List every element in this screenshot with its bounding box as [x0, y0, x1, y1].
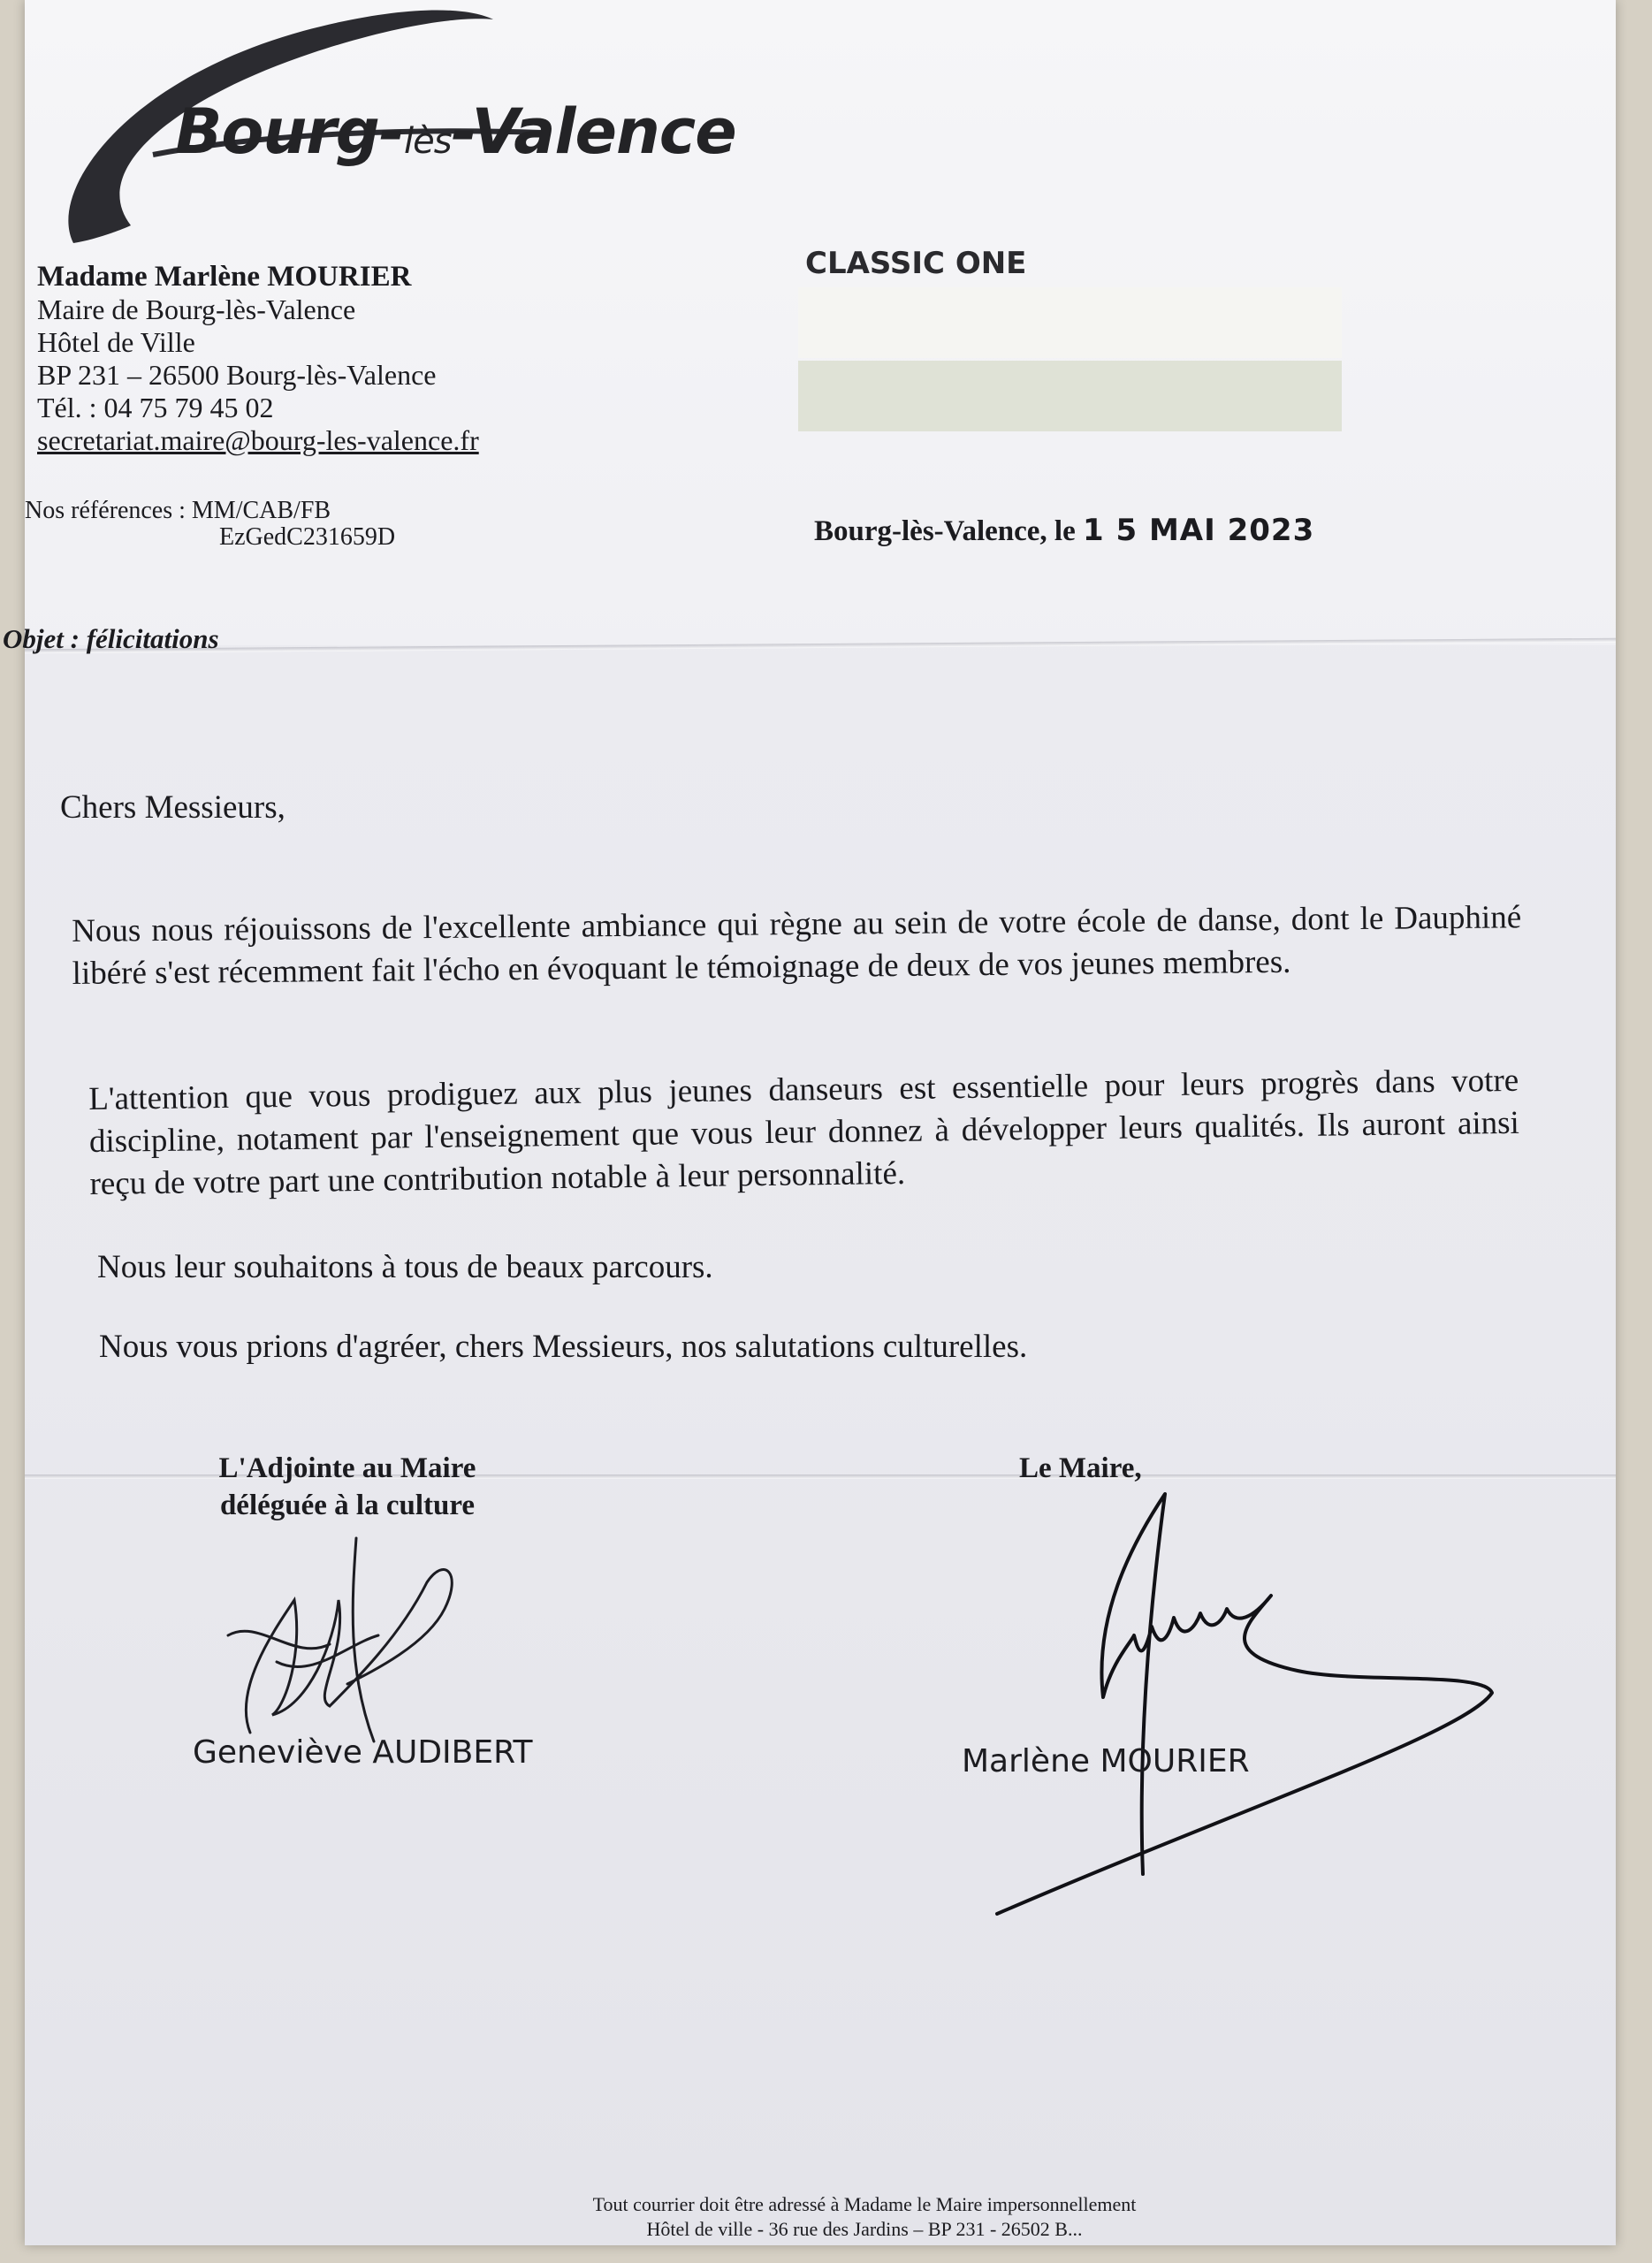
letter-page [3, 0, 1616, 2245]
footer-line: Tout courrier doit être adressé à Madame le Maire impersonnellement [592, 2193, 1137, 2215]
recipient-name: CLASSIC ONE [805, 246, 1027, 281]
sender-block [37, 261, 479, 457]
letter-footer [467, 2192, 1262, 2242]
redacted-address-line [798, 287, 1342, 358]
letter-date [814, 513, 1314, 548]
left-signatory-name: Geneviève AUDIBERT [193, 1734, 533, 1771]
subject-line: Objet : félicitations [3, 623, 219, 654]
left-signatory-title: L'Adjointe au Maire déléguée à la culture [218, 1452, 476, 1521]
references-code: EzGedC231659D [219, 523, 396, 551]
body-paragraph: Nous vous prions d'agréer, chers Messieurs, nos salutations culturelles. [99, 1329, 1028, 1365]
redacted-address-line [798, 361, 1342, 431]
left-signature-icon [224, 1529, 498, 1741]
right-signature-icon [988, 1494, 1519, 1936]
body-paragraph: Nous nous réjouissons de l'excellente ambiance qui règne au sein de votre école de danse, dont le Dauphiné libéré s'est récemment fait l'écho en évoquant le témoignage de deux de vos jeunes membres. [72, 899, 1522, 992]
sender-name: Madame Marlène MOURIER [37, 261, 412, 293]
logo-name: Bourg-lès-Valence [175, 95, 736, 168]
references-label: Nos références : MM/CAB/FB [25, 497, 331, 524]
references [25, 498, 395, 551]
right-signatory-title: Le Maire, [1019, 1452, 1142, 1484]
body-paragraph: L'attention que vous prodiguez aux plus jeunes danseurs est essentielle pour leurs progrès dans votre discipline, notament par l'enseignement que vous leur donnez à développer leurs qualités. Ils auront ainsi reçu de votre part une contribution notable à leur personnalité. [88, 1062, 1520, 1202]
body-paragraph: Nous leur souhaitons à tous de beaux parcours. [97, 1249, 713, 1285]
sender-title: Maire de Bourg-lès-Valence [37, 293, 356, 325]
sender-building: Hôtel de Ville [37, 326, 195, 358]
right-signatory-name: Marlène MOURIER [962, 1743, 1250, 1779]
sender-email[interactable]: secretariat.maire@bourg-les-valence.fr [37, 424, 479, 456]
footer-line: Hôtel de ville - 36 rue des Jardins – BP 231 - 26502 B... [646, 2218, 1083, 2240]
sender-phone: Tél. : 04 75 79 45 02 [37, 392, 274, 423]
date-stamp: 1 5 MAI 2023 [1082, 513, 1315, 548]
sender-address: BP 231 – 26500 Bourg-lès-Valence [37, 359, 437, 391]
date-prefix: Bourg-lès-Valence, le [814, 515, 1076, 547]
salutation: Chers Messieurs, [60, 789, 285, 826]
city-logo [47, 0, 736, 265]
